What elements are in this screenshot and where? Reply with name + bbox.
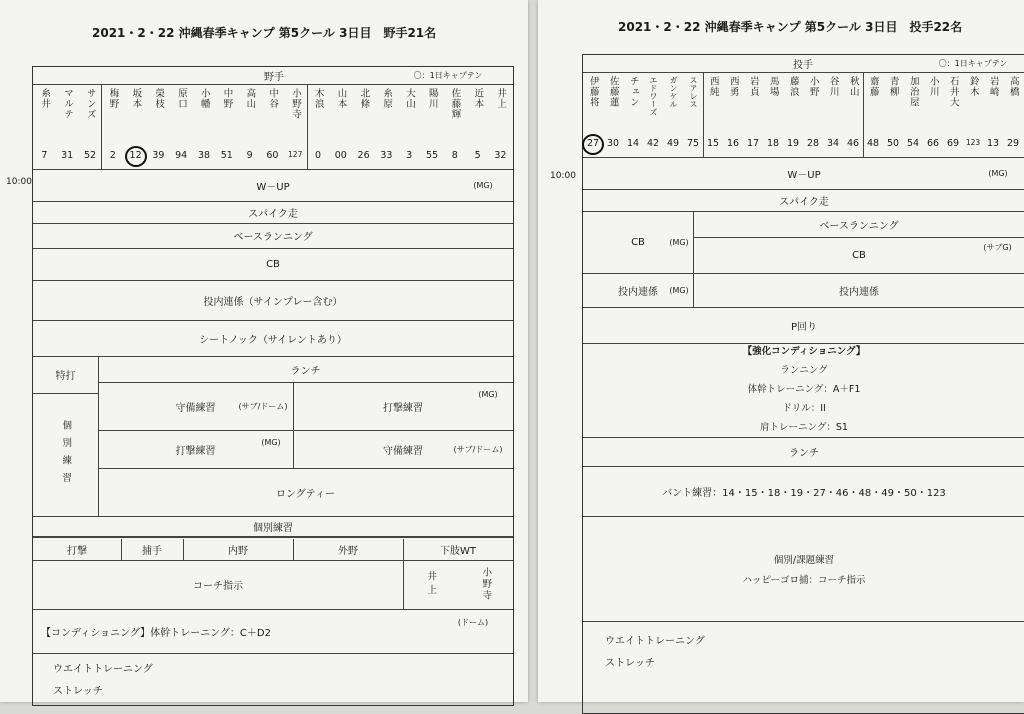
player-column xyxy=(352,84,375,169)
player-name: 近本 xyxy=(472,88,484,109)
player-column xyxy=(375,84,398,169)
player-column xyxy=(79,84,102,169)
player-number: 13 xyxy=(986,138,1000,149)
player-name: 石井大 xyxy=(947,76,959,108)
player-column xyxy=(443,84,466,169)
player-column xyxy=(147,84,170,169)
player-number: 127 xyxy=(288,150,303,159)
player-list xyxy=(583,72,1024,157)
fielding-1-location: (サブ/ドーム) xyxy=(238,401,288,411)
player-number: 7 xyxy=(41,150,48,161)
player-number: 5 xyxy=(474,150,481,161)
player-number: 27 xyxy=(586,138,600,149)
individual-practice-label: 個別練習 xyxy=(60,419,72,490)
base-running: ベースランニング xyxy=(819,220,899,232)
lower-player-b: 小野寺 xyxy=(480,567,492,602)
player-column xyxy=(763,72,783,157)
player-number: 46 xyxy=(846,138,860,149)
player-column xyxy=(170,84,193,169)
player-column xyxy=(329,84,352,169)
start-time: 10:00 xyxy=(6,177,32,187)
base-running: ベースランニング xyxy=(233,232,313,243)
cb-left-location: (MG) xyxy=(669,237,689,247)
happy-grounder: ハッピーゴロ捕：コーチ指示 xyxy=(742,575,866,586)
player-name: 馬場 xyxy=(767,76,779,97)
player-column xyxy=(603,72,623,157)
player-name: 榮枝 xyxy=(153,88,165,109)
player-column xyxy=(723,72,743,157)
player-number: 16 xyxy=(726,138,740,149)
player-column xyxy=(101,84,124,169)
player-name: 中野 xyxy=(221,88,233,109)
player-column xyxy=(703,72,723,157)
player-number: 31 xyxy=(61,150,74,161)
player-column xyxy=(489,84,512,169)
player-name: スアレス xyxy=(689,76,698,108)
player-number: 19 xyxy=(786,138,800,149)
sheet-title: 2021・2・22 沖縄春季キャンプ 第5クール 3日目 野手21名 xyxy=(92,26,437,40)
player-name: 木浪 xyxy=(312,88,324,109)
player-number: 33 xyxy=(380,150,393,161)
category-infield: 内野 xyxy=(228,546,248,557)
wup-location: (MG) xyxy=(988,168,1008,178)
player-name: 秋山 xyxy=(847,76,859,97)
sheet-title: 2021・2・22 沖縄春季キャンプ 第5クール 3日目 投手22名 xyxy=(618,20,963,34)
group-header: 投手 xyxy=(793,60,813,71)
player-number: 38 xyxy=(197,150,211,161)
player-name: 小野 xyxy=(807,76,819,97)
player-name: 岩崎 xyxy=(987,76,999,97)
captain-note: 〇：1日キャプテン xyxy=(413,71,483,80)
player-column xyxy=(823,72,843,157)
cb-right: CB xyxy=(852,249,866,261)
player-number: 39 xyxy=(152,150,165,161)
strength-item-core: 体幹トレーニング：A＋F1 xyxy=(747,383,861,395)
player-number: 52 xyxy=(83,150,97,161)
player-name: 陽川 xyxy=(426,88,438,109)
individual-tasks xyxy=(583,525,1024,617)
player-number: 9 xyxy=(246,150,253,161)
special-batting: 特打 xyxy=(55,371,76,382)
fielding-practice-2: 守備練習 xyxy=(383,445,423,457)
player-number: 00 xyxy=(334,150,347,161)
player-number: 50 xyxy=(886,138,900,149)
lower-player-a: 井上 xyxy=(425,571,437,598)
pitcher-schedule-sheet xyxy=(538,0,1024,702)
individual-practice-row: 個別練習 xyxy=(253,522,293,534)
player-column xyxy=(863,72,883,157)
player-column xyxy=(466,84,489,169)
pitcher-infield-drill: 投内連係（サインプレー含む） xyxy=(203,296,343,308)
player-name: 中谷 xyxy=(267,88,279,109)
fielding-2-location: (サブ/ドーム) xyxy=(453,444,503,454)
long-tee: ロングティー xyxy=(276,488,335,500)
player-number: 29 xyxy=(1006,138,1020,149)
schedule-table xyxy=(582,54,1024,714)
cb-left: CB xyxy=(631,236,645,248)
player-name: 西純 xyxy=(707,76,719,97)
player-name: 西勇 xyxy=(727,76,739,97)
player-column xyxy=(284,84,307,169)
schedule-table xyxy=(32,66,514,706)
fielding-practice-1: 守備練習 xyxy=(175,402,216,414)
player-column xyxy=(783,72,803,157)
weight-training: ウエイトトレーニング xyxy=(53,663,153,675)
captain-circle xyxy=(125,146,147,167)
player-name: 佐藤輝 xyxy=(449,88,461,120)
player-name: 佐藤蓮 xyxy=(607,76,619,108)
individual-tasks-title: 個別/課題練習 xyxy=(773,555,835,566)
category-catcher: 捕手 xyxy=(142,546,162,557)
player-number: 12 xyxy=(129,150,142,161)
category-lower-body-wt: 下肢WT xyxy=(440,546,476,557)
player-number: 14 xyxy=(626,138,640,149)
player-number: 0 xyxy=(314,150,322,161)
pitcher-drill-right: 投内連係 xyxy=(839,286,879,298)
player-number: 26 xyxy=(357,150,370,161)
player-name: サンズ xyxy=(84,88,96,120)
conditioning-row: 【コンディショニング】体幹トレーニング：C＋D2 xyxy=(41,627,271,639)
player-column xyxy=(623,72,643,157)
player-name: 鈴木 xyxy=(967,76,979,97)
batting-1-location: (MG) xyxy=(478,389,498,399)
wup-location: (MG) xyxy=(473,180,493,190)
player-number: 66 xyxy=(926,138,940,149)
player-name: 加治屋 xyxy=(907,76,919,108)
start-time: 10:00 xyxy=(550,171,576,181)
player-number: 28 xyxy=(806,138,820,149)
player-column xyxy=(983,72,1003,157)
stretch: ストレッチ xyxy=(53,685,103,697)
player-column xyxy=(56,84,79,169)
player-name: 梅野 xyxy=(107,88,119,109)
player-name: 伊藤将 xyxy=(587,76,599,108)
pitcher-drill-left: 投内連係 xyxy=(618,286,658,298)
player-list xyxy=(33,84,513,169)
group-header: 野手 xyxy=(264,72,284,83)
spike-run: スパイク走 xyxy=(248,208,298,220)
player-name: マルテ xyxy=(61,88,73,120)
player-name: 北條 xyxy=(358,88,370,109)
spike-run: スパイク走 xyxy=(779,196,829,208)
captain-circle xyxy=(582,134,604,155)
player-column xyxy=(307,84,330,169)
player-number: 3 xyxy=(406,150,413,161)
player-number: 69 xyxy=(946,138,960,149)
player-number: 75 xyxy=(686,138,700,149)
player-column xyxy=(215,84,238,169)
stretch: ストレッチ xyxy=(605,657,655,669)
strength-conditioning xyxy=(583,343,1024,435)
strength-item-running: ランニング xyxy=(780,364,828,376)
player-name: 糸原 xyxy=(381,88,393,109)
player-name: 井上 xyxy=(495,88,507,109)
player-number: 51 xyxy=(220,150,233,161)
player-number: 54 xyxy=(906,138,920,149)
player-name: 坂本 xyxy=(130,88,142,109)
player-number: 15 xyxy=(706,138,720,149)
bunt-practice: バント練習：14・15・18・19・27・46・48・49・50・123 xyxy=(662,487,946,499)
player-column xyxy=(1003,72,1023,157)
player-name: 山本 xyxy=(335,88,347,109)
player-name: 小野寺 xyxy=(289,88,301,120)
player-column xyxy=(883,72,903,157)
player-column xyxy=(33,84,56,169)
player-number: 123 xyxy=(965,138,981,147)
pitcher-covering: P回り xyxy=(790,321,818,333)
player-column xyxy=(903,72,923,157)
player-number: 34 xyxy=(826,138,840,149)
player-column xyxy=(261,84,284,169)
player-name: 高橋 xyxy=(1007,76,1019,97)
batting-practice-2: 打撃練習 xyxy=(175,445,216,457)
player-column xyxy=(193,84,216,169)
player-number: 55 xyxy=(425,150,439,161)
player-name: 大山 xyxy=(403,88,415,109)
pitcher-drill-left-location: (MG) xyxy=(669,285,689,295)
player-name: 青柳 xyxy=(887,76,899,97)
player-name: 岩貞 xyxy=(747,76,759,97)
player-name: 谷川 xyxy=(827,76,839,97)
player-column xyxy=(843,72,863,157)
weight-training: ウエイトトレーニング xyxy=(605,635,705,647)
player-column xyxy=(663,72,683,157)
batting-2-location: (MG) xyxy=(261,437,281,447)
player-column xyxy=(238,84,261,169)
player-name: 原口 xyxy=(175,88,187,109)
coach-instruction: コーチ指示 xyxy=(193,581,243,592)
player-number: 18 xyxy=(766,138,780,149)
player-column xyxy=(398,84,421,169)
player-number: 48 xyxy=(866,138,880,149)
player-column xyxy=(683,72,703,157)
player-name: 藤浪 xyxy=(787,76,799,97)
category-outfield: 外野 xyxy=(338,546,358,557)
lunch-row: ランチ xyxy=(290,365,321,377)
player-number: 8 xyxy=(451,150,458,161)
player-name: 糸井 xyxy=(39,88,51,109)
player-number: 49 xyxy=(666,138,680,149)
player-name: 高山 xyxy=(244,88,256,109)
cb-right-location: (サブG) xyxy=(983,242,1012,252)
player-number: 2 xyxy=(109,150,116,161)
strength-item-shoulder: 肩トレーニング：S1 xyxy=(760,421,848,433)
captain-note: 〇：1日キャプテン xyxy=(938,59,1008,68)
player-name: 小川 xyxy=(927,76,939,97)
conditioning-location: (ドーム) xyxy=(457,617,489,627)
player-name: エドワーズ xyxy=(649,76,658,116)
sheet-knock: シートノック（サイレントあり） xyxy=(199,334,347,346)
player-number: 42 xyxy=(646,138,660,149)
player-number: 17 xyxy=(746,138,760,149)
player-number: 94 xyxy=(175,150,188,161)
player-name: 齋藤 xyxy=(867,76,879,97)
category-batting: 打撃 xyxy=(67,546,87,557)
player-column xyxy=(963,72,983,157)
player-name: 小幡 xyxy=(198,88,210,109)
player-number: 30 xyxy=(606,138,620,149)
player-column xyxy=(923,72,943,157)
player-column xyxy=(743,72,763,157)
player-column xyxy=(421,84,444,169)
cb-row: CB xyxy=(266,258,280,270)
wup-row: W－UP xyxy=(787,169,821,181)
player-name: チェン xyxy=(627,76,639,108)
player-number: 60 xyxy=(266,150,279,161)
player-column xyxy=(643,72,663,157)
strength-conditioning-title: 【強化コンディショニング】 xyxy=(742,345,866,357)
strength-item-drill: ドリル：II xyxy=(782,402,826,414)
player-column xyxy=(943,72,963,157)
player-column xyxy=(803,72,823,157)
wup-row: W－UP xyxy=(256,181,290,193)
lunch-row: ランチ xyxy=(789,448,819,459)
batting-practice-1: 打撃練習 xyxy=(383,402,423,414)
player-name: ガンケル xyxy=(669,76,678,108)
player-number: 32 xyxy=(494,150,507,161)
